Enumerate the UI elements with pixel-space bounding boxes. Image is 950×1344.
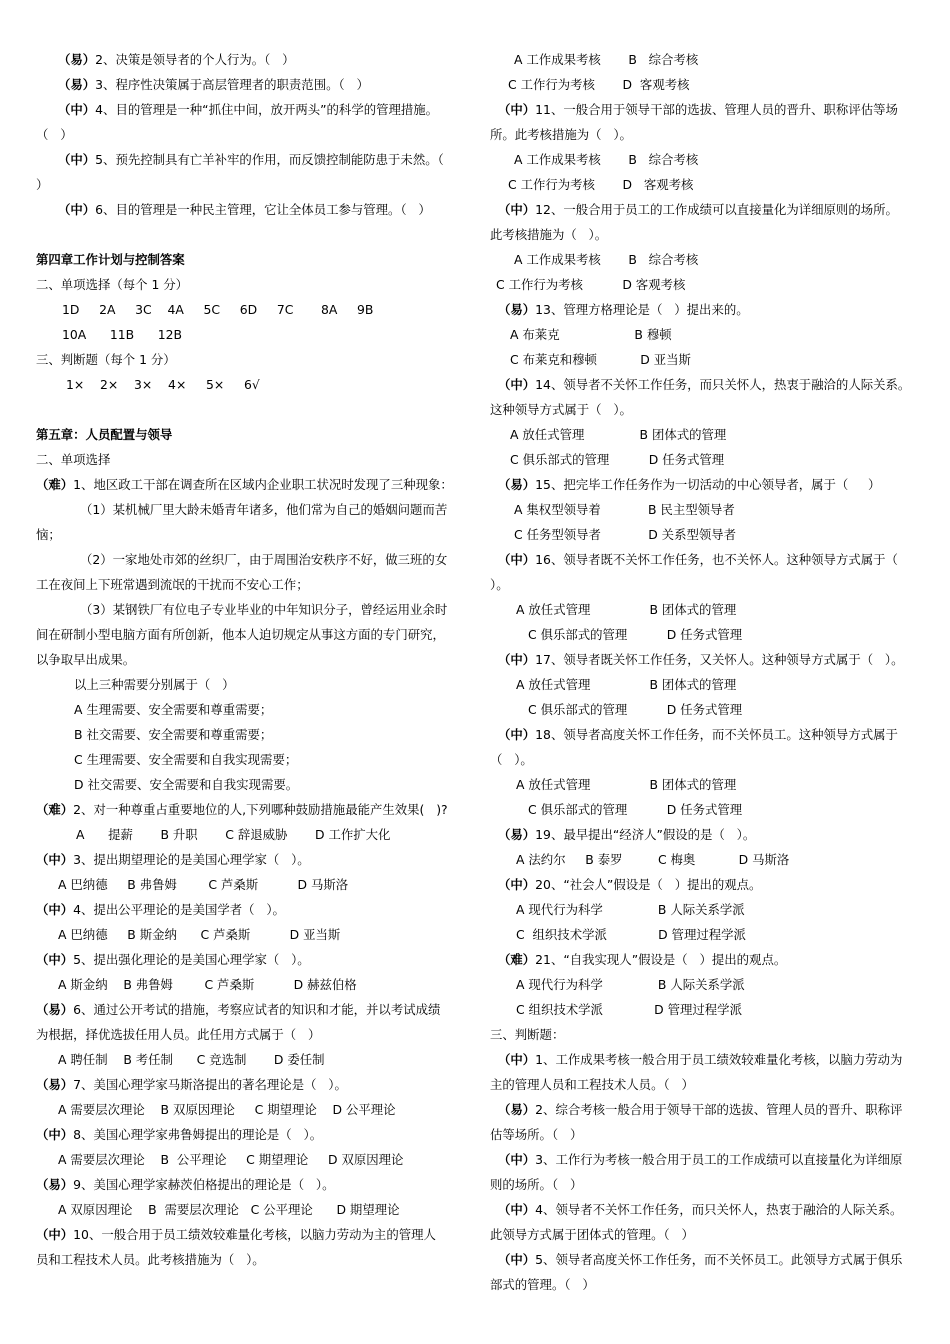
- line-text: D 社交需要、安全需要和自我实现需要。: [74, 777, 299, 792]
- text-line: [490, 397, 922, 422]
- line-text: 8、美国心理学家弗鲁姆提出的理论是（ ）。: [73, 1127, 323, 1142]
- line-text: A 布莱克 B 穆顿: [510, 327, 672, 342]
- text-line: [36, 1222, 466, 1247]
- line-text: 13、管理方格理论是（ ）提出来的。: [535, 302, 749, 317]
- difficulty-tag: （中）: [36, 852, 74, 867]
- line-text: C 组织技术学派 D 管理过程学派: [516, 927, 746, 942]
- line-text: C 俱乐部式的管理 D 任务式管理: [510, 452, 725, 467]
- text-line: [36, 197, 466, 222]
- text-line: [36, 947, 466, 972]
- text-line: [36, 922, 466, 947]
- text-line: [36, 172, 466, 197]
- line-text: ）: [36, 177, 49, 192]
- text-line: [36, 747, 466, 772]
- text-line: [36, 622, 466, 647]
- text-line: [36, 1172, 466, 1197]
- text-line: [36, 822, 466, 847]
- text-line: [36, 847, 466, 872]
- line-text: A 提薪 B 升职 C 辞退威胁 D 工作扩大化: [76, 827, 391, 842]
- line-text: 3、程序性决策属于高层管理者的职责范围。（ ）: [95, 77, 369, 92]
- text-line: [490, 922, 922, 947]
- text-line: [490, 1047, 922, 1072]
- line-text: C 组织技术学派 D 管理过程学派: [516, 1002, 742, 1017]
- text-line: [490, 147, 922, 172]
- text-line: [36, 647, 466, 672]
- line-text: A 现代行为科学 B 人际关系学派: [516, 977, 745, 992]
- difficulty-tag: （易）: [498, 477, 536, 492]
- line-text: 15、把完毕工作任务作为一切活动的中心领导者，属于（ ）: [535, 477, 881, 492]
- text-line: [490, 1072, 922, 1097]
- text-line: [36, 1072, 466, 1097]
- line-text: 5、预先控制具有亡羊补牢的作用，而反馈控制能防患于未然。（: [95, 152, 444, 167]
- line-text: C 俱乐部式的管理 D 任务式管理: [528, 702, 743, 717]
- text-line: [490, 972, 922, 997]
- text-line: [36, 1197, 466, 1222]
- text-line: [490, 347, 922, 372]
- line-text: 员和工程技术人员。此考核措施为（ ）。: [36, 1252, 265, 1267]
- line-text: 估等场所。（ ）: [490, 1127, 583, 1142]
- text-line: [490, 1097, 922, 1122]
- text-line: [490, 597, 922, 622]
- text-line: [36, 1022, 466, 1047]
- line-text: 间在研制小型电脑方面有所创新，他本人迫切规定从事这方面的专门研究，: [36, 627, 445, 642]
- difficulty-tag: （易）: [36, 1002, 74, 1017]
- line-text: 恼；: [36, 527, 61, 542]
- text-line: [36, 697, 466, 722]
- text-line: [36, 497, 466, 522]
- text-line: [36, 1122, 466, 1147]
- line-text: 16、领导者既不关怀工作任务，也不关怀人。这种领导方式属于（: [535, 552, 898, 567]
- line-text: 主的管理人员和工程技术人员。（ ）: [490, 1077, 694, 1092]
- line-text: 以上三种需要分别属于（ ）: [74, 677, 235, 692]
- difficulty-tag: （中）: [498, 102, 536, 117]
- text-line: [490, 772, 922, 797]
- line-text: 1、地区政工干部在调查所在区域内企业职工状况时发现了三种现象：: [73, 477, 453, 492]
- difficulty-tag: （中）: [498, 727, 536, 742]
- blank-line: [36, 397, 466, 422]
- line-text: 第五章：人员配置与领导: [36, 427, 173, 442]
- line-text: （2）一家地处市郊的丝织厂，由于周围治安秩序不好，做三班的女: [80, 552, 448, 567]
- text-line: [490, 172, 922, 197]
- section-heading: [36, 247, 466, 272]
- line-text: 21、“自我实现人”假设是（ ）提出的观点。: [535, 952, 787, 967]
- text-line: [490, 1222, 922, 1247]
- text-line: [490, 872, 922, 897]
- difficulty-tag: （中）: [58, 102, 96, 117]
- line-text: A 聘任制 B 考任制 C 竞选制 D 委任制: [58, 1052, 325, 1067]
- text-line: [490, 297, 922, 322]
- text-line: [36, 97, 466, 122]
- text-line: [36, 722, 466, 747]
- line-text: A 巴纳德 B 弗鲁姆 C 芦桑斯 D 马斯洛: [58, 877, 349, 892]
- line-text: 以争取早出成果。: [36, 652, 136, 667]
- text-line: [490, 322, 922, 347]
- line-text: 为根据，择优选拔任用人员。此任用方式属于（ ）: [36, 1027, 321, 1042]
- line-text: （3）某钢铁厂有位电子专业毕业的中年知识分子，曾经运用业余时: [80, 602, 448, 617]
- text-line: [36, 872, 466, 897]
- line-text: A 放任式管理 B 团体式的管理: [516, 602, 737, 617]
- line-text: C 工作行为考核 D 客观考核: [496, 277, 686, 292]
- text-line: [36, 1147, 466, 1172]
- text-line: [490, 1022, 922, 1047]
- line-text: A 法约尔 B 泰罗 C 梅奥 D 马斯洛: [516, 852, 790, 867]
- text-line: [490, 1147, 922, 1172]
- difficulty-tag: （易）: [36, 1077, 74, 1092]
- text-line: [490, 247, 922, 272]
- line-text: 11、一般合用于领导干部的选拔、管理人员的晋升、职称评估等场: [535, 102, 898, 117]
- text-line: [36, 72, 466, 97]
- text-line: [36, 347, 466, 372]
- line-text: 6、目的管理是一种民主管理，它让全体员工参与管理。（ ）: [95, 202, 431, 217]
- text-line: [490, 1272, 922, 1297]
- text-line: [490, 472, 922, 497]
- text-line: [36, 897, 466, 922]
- line-text: 1D 2A 3C 4A 5C 6D 7C 8A 9B: [62, 302, 374, 317]
- text-line: [490, 672, 922, 697]
- text-line: [36, 472, 466, 497]
- line-text: A 生理需要、安全需要和尊重需要；: [74, 702, 273, 717]
- text-line: [490, 997, 922, 1022]
- line-text: 工在夜间上下班常遇到流氓的干扰而不安心工作；: [36, 577, 309, 592]
- line-text: C 俱乐部式的管理 D 任务式管理: [528, 802, 743, 817]
- difficulty-tag: （易）: [498, 302, 536, 317]
- difficulty-tag: （易）: [498, 1102, 536, 1117]
- text-line: [36, 547, 466, 572]
- text-line: [36, 972, 466, 997]
- text-line: [490, 747, 922, 772]
- text-line: [490, 797, 922, 822]
- text-line: [36, 1097, 466, 1122]
- line-text: 三、判断题（每个 1 分）: [36, 352, 176, 367]
- line-text: A 需要层次理论 B 双原因理论 C 期望理论 D 公平理论: [58, 1102, 396, 1117]
- line-text: C 生理需要、安全需要和自我实现需要；: [74, 752, 298, 767]
- text-line: [36, 297, 466, 322]
- text-line: [490, 422, 922, 447]
- text-line: [36, 797, 466, 822]
- text-line: [36, 47, 466, 72]
- difficulty-tag: （中）: [498, 1202, 536, 1217]
- line-text: 7、美国心理学家马斯洛提出的著名理论是（ ）。: [73, 1077, 347, 1092]
- text-line: [490, 897, 922, 922]
- line-text: 1× 2× 3× 4× 5× 6√: [66, 377, 260, 392]
- line-text: （ ）: [36, 127, 73, 142]
- line-text: A 需要层次理论 B 公平理论 C 期望理论 D 双原因理论: [58, 1152, 404, 1167]
- text-line: [490, 522, 922, 547]
- difficulty-tag: （易）: [498, 827, 536, 842]
- section-heading: [36, 422, 466, 447]
- line-text: 20、“社会人”假设是（ ）提出的观点。: [535, 877, 762, 892]
- left-column: [36, 47, 466, 1272]
- line-text: 19、最早提出“经济人”假设的是（ ）。: [535, 827, 756, 842]
- line-text: 18、领导者高度关怀工作任务，而不关怀员工。这种领导方式属于: [535, 727, 898, 742]
- text-line: [36, 122, 466, 147]
- line-text: A 工作成果考核 B 综合考核: [514, 52, 699, 67]
- text-line: [490, 372, 922, 397]
- line-text: ）。: [490, 577, 509, 592]
- text-line: [36, 572, 466, 597]
- line-text: 3、提出期望理论的是美国心理学家（ ）。: [73, 852, 310, 867]
- line-text: 4、提出公平理论的是美国学者（ ）。: [73, 902, 285, 917]
- text-line: [36, 372, 466, 397]
- difficulty-tag: （中）: [36, 1127, 74, 1142]
- line-text: （1）某机械厂里大龄未婚青年诸多，他们常为自己的婚姻问题而苦: [80, 502, 448, 517]
- line-text: 5、提出强化理论的是美国心理学家（ ）。: [73, 952, 310, 967]
- text-line: [36, 447, 466, 472]
- difficulty-tag: （中）: [498, 1052, 536, 1067]
- line-text: C 工作行为考核 D 客观考核: [508, 77, 690, 92]
- line-text: 2、决策是领导者的个人行为。（ ）: [95, 52, 295, 67]
- line-text: 3、工作行为考核一般合用于员工的工作成绩可以直接量化为详细原: [535, 1152, 903, 1167]
- line-text: 4、领导者不关怀工作任务，而只关怀人，热衷于融洽的人际关系。: [535, 1202, 903, 1217]
- text-line: [490, 72, 922, 97]
- text-line: [490, 572, 922, 597]
- difficulty-tag: （难）: [36, 802, 74, 817]
- line-text: 二、单项选择（每个 1 分）: [36, 277, 189, 292]
- line-text: 二、单项选择: [36, 452, 111, 467]
- difficulty-tag: （中）: [36, 902, 74, 917]
- line-text: A 集权型领导着 B 民主型领导者: [514, 502, 735, 517]
- difficulty-tag: （中）: [58, 152, 96, 167]
- line-text: 此考核措施为（ ）。: [490, 227, 608, 242]
- line-text: A 放任式管理 B 团体式的管理: [516, 777, 737, 792]
- text-line: [490, 1122, 922, 1147]
- text-line: [490, 547, 922, 572]
- line-text: C 布莱克和穆顿 D 亚当斯: [510, 352, 691, 367]
- line-text: A 放任式管理 B 团体式的管理: [516, 677, 737, 692]
- line-text: 2、综合考核一般合用于领导干部的选拔、管理人员的晋升、职称评: [535, 1102, 903, 1117]
- line-text: A 现代行为科学 B 人际关系学派: [516, 902, 745, 917]
- text-line: [490, 822, 922, 847]
- text-line: [36, 672, 466, 697]
- line-text: 则的场所。（ ）: [490, 1177, 583, 1192]
- difficulty-tag: （中）: [498, 377, 536, 392]
- text-line: [490, 847, 922, 872]
- line-text: 17、领导者既关怀工作任务，又关怀人。这种领导方式属于（ ）。: [535, 652, 904, 667]
- difficulty-tag: （中）: [498, 1152, 536, 1167]
- line-text: B 社交需要、安全需要和尊重需要；: [74, 727, 273, 742]
- text-line: [490, 647, 922, 672]
- line-text: C 工作行为考核 D 客观考核: [508, 177, 694, 192]
- line-text: 1、工作成果考核一般合用于员工绩效较难量化考核，以脑力劳动为: [535, 1052, 903, 1067]
- line-text: 所。此考核措施为（ ）。: [490, 127, 632, 142]
- line-text: A 巴纳德 B 斯金纳 C 芦桑斯 D 亚当斯: [58, 927, 341, 942]
- line-text: 部式的管理。（ ）: [490, 1277, 595, 1292]
- difficulty-tag: （难）: [36, 477, 74, 492]
- text-line: [490, 1247, 922, 1272]
- right-column: [490, 47, 922, 1297]
- line-text: 4、目的管理是一种“抓住中间，放开两头”的科学的管理措施。: [95, 102, 439, 117]
- line-text: A 工作成果考核 B 综合考核: [514, 252, 699, 267]
- line-text: 12、一般合用于员工的工作成绩可以直接量化为详细原则的场所。: [535, 202, 898, 217]
- text-line: [490, 722, 922, 747]
- text-line: [490, 47, 922, 72]
- text-line: [36, 322, 466, 347]
- text-line: [36, 147, 466, 172]
- text-line: [36, 772, 466, 797]
- text-line: [490, 1172, 922, 1197]
- blank-line: [36, 222, 466, 247]
- text-line: [490, 272, 922, 297]
- difficulty-tag: （中）: [36, 1227, 74, 1242]
- difficulty-tag: （中）: [498, 202, 536, 217]
- text-line: [490, 222, 922, 247]
- line-text: A 工作成果考核 B 综合考核: [514, 152, 699, 167]
- line-text: A 双原因理论 B 需要层次理论 C 公平理论 D 期望理论: [58, 1202, 400, 1217]
- text-line: [490, 622, 922, 647]
- line-text: 这种领导方式属于（ ）。: [490, 402, 632, 417]
- line-text: C 俱乐部式的管理 D 任务式管理: [528, 627, 743, 642]
- line-text: 14、领导者不关怀工作任务，而只关怀人，热衷于融洽的人际关系。: [535, 377, 911, 392]
- line-text: C 任务型领导者 D 关系型领导者: [514, 527, 737, 542]
- difficulty-tag: （中）: [498, 877, 536, 892]
- text-line: [490, 1197, 922, 1222]
- difficulty-tag: （易）: [36, 1177, 74, 1192]
- text-line: [36, 1047, 466, 1072]
- text-line: [36, 522, 466, 547]
- difficulty-tag: （中）: [58, 202, 96, 217]
- line-text: A 斯金纳 B 弗鲁姆 C 芦桑斯 D 赫兹伯格: [58, 977, 357, 992]
- line-text: 此领导方式属于团体式的管理。（ ）: [490, 1227, 694, 1242]
- line-text: 第四章工作计划与控制答案: [36, 252, 185, 267]
- text-line: [490, 197, 922, 222]
- line-text: 2、对一种尊重占重要地位的人,下列哪种鼓励措施最能产生效果( )?: [73, 802, 448, 817]
- text-line: [36, 997, 466, 1022]
- line-text: 10A 11B 12B: [62, 327, 183, 342]
- text-line: [490, 447, 922, 472]
- text-line: [490, 697, 922, 722]
- text-line: [490, 497, 922, 522]
- difficulty-tag: （中）: [498, 1252, 536, 1267]
- text-line: [490, 97, 922, 122]
- difficulty-tag: （中）: [498, 552, 536, 567]
- difficulty-tag: （中）: [36, 952, 74, 967]
- difficulty-tag: （易）: [58, 52, 96, 67]
- line-text: 9、美国心理学家赫茨伯格提出的理论是（ ）。: [73, 1177, 335, 1192]
- text-line: [490, 947, 922, 972]
- text-line: [36, 1247, 466, 1272]
- line-text: 6、通过公开考试的措施，考察应试者的知识和才能，并以考试成绩: [73, 1002, 441, 1017]
- difficulty-tag: （易）: [58, 77, 96, 92]
- line-text: A 放任式管理 B 团体式的管理: [510, 427, 727, 442]
- line-text: （ ）。: [490, 752, 533, 767]
- difficulty-tag: （中）: [498, 652, 536, 667]
- text-line: [36, 272, 466, 297]
- line-text: 三、判断题：: [490, 1027, 565, 1042]
- difficulty-tag: （难）: [498, 952, 536, 967]
- text-line: [490, 122, 922, 147]
- line-text: 10、一般合用于员工绩效较难量化考核，以脑力劳动为主的管理人: [73, 1227, 436, 1242]
- text-line: [36, 597, 466, 622]
- line-text: 5、领导者高度关怀工作任务，而不关怀员工。此领导方式属于俱乐: [535, 1252, 903, 1267]
